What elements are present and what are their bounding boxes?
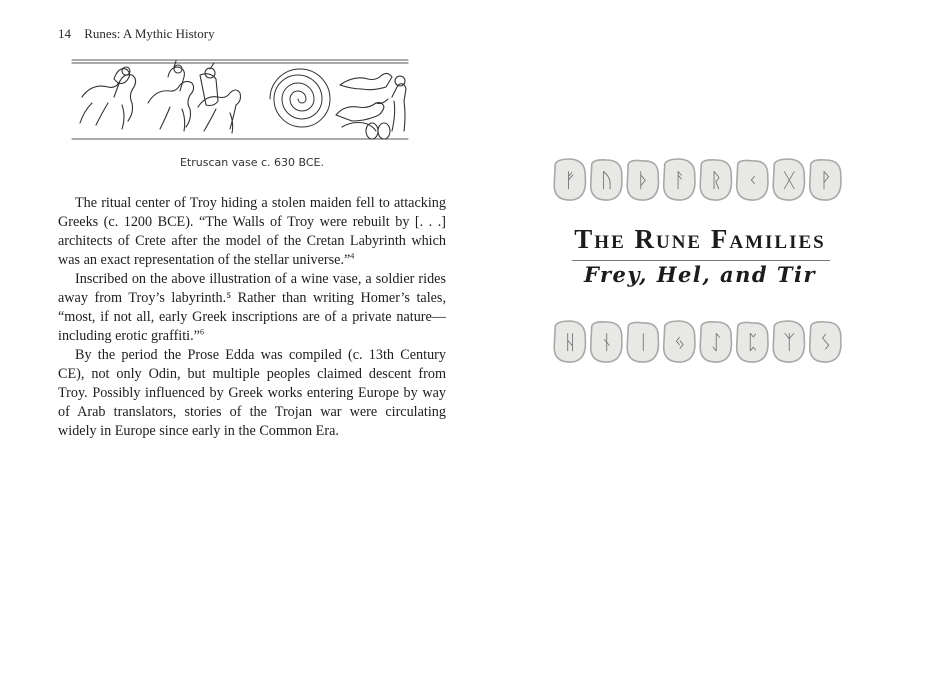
rune-stone bbox=[737, 160, 768, 200]
rune-glyph: ᚨ bbox=[673, 168, 686, 192]
body-text bbox=[58, 194, 446, 441]
rune-glyph: ᛉ bbox=[783, 330, 796, 354]
rune-stone bbox=[773, 159, 804, 200]
rune-stones-row-bottom bbox=[552, 318, 844, 366]
chapter-subtitle: Frey, Hel, and Tir bbox=[583, 262, 817, 287]
rune-glyph: ᛊ bbox=[819, 330, 832, 354]
rune-stone bbox=[700, 322, 731, 362]
rune-stone bbox=[664, 321, 695, 362]
rune-glyph: ᚺ bbox=[564, 330, 577, 354]
rune-glyph: ᚦ bbox=[637, 168, 650, 192]
rune-stone bbox=[627, 322, 658, 362]
rune-stone bbox=[664, 159, 695, 200]
footnote-ref: 4 bbox=[350, 251, 355, 261]
running-title: Runes: A Mythic History bbox=[84, 26, 215, 41]
page-number: 14 bbox=[58, 26, 71, 41]
rune-stone bbox=[554, 321, 585, 362]
paragraph: The ritual center of Troy hiding a stolen maiden fell to attacking Greeks (c. 1200 BCE). “The Walls of Troy were rebuilt by [. . .] architects of Crete after the model of the Cretan Labyrinth which was an exact representation of the stellar universe.”$^4$ bbox=[58, 195, 446, 268]
rune-glyph: ᚢ bbox=[600, 168, 613, 192]
rune-stone bbox=[627, 160, 658, 200]
etruscan-vase-illustration bbox=[70, 57, 410, 145]
rune-stones-row-top bbox=[552, 156, 844, 204]
running-header bbox=[58, 26, 215, 42]
rune-stone bbox=[700, 160, 731, 200]
rune-glyph: ᚹ bbox=[819, 168, 832, 192]
rune-stone bbox=[810, 322, 841, 362]
rune-glyph: ᛇ bbox=[710, 330, 723, 354]
rune-stone bbox=[591, 322, 622, 362]
rune-glyph: ᚠ bbox=[564, 168, 577, 192]
rune-stone bbox=[810, 160, 841, 200]
rune-stone bbox=[737, 322, 768, 362]
rune-glyph: ᚷ bbox=[783, 168, 796, 192]
rune-glyph: ᛃ bbox=[673, 330, 686, 354]
chapter-title: The Rune Families bbox=[574, 224, 826, 254]
rune-glyph: ᛁ bbox=[637, 330, 650, 354]
paragraph: By the period the Prose Edda was compiled (c. 13th Century CE), not only Odin, but multiple peoples claimed descent from Troy. Possibly influenced by Greek works entering Europe by way of Arab translators, stories of the Trojan war were circulating widely in Europe since early in the Common Era. bbox=[58, 347, 446, 439]
rune-stone bbox=[773, 321, 804, 362]
rune-stone bbox=[591, 160, 622, 200]
rune-glyph: ᚲ bbox=[746, 168, 759, 192]
figure-caption: Etruscan vase c. 630 BCE. bbox=[179, 156, 324, 169]
paragraph: Inscribed on the above illustration of a wine vase, a soldier rides away from Troy’s labyrinth.⁵ Rather than writing Homer’s tales, “most, if not all, early Greek inscriptions are of a private nature—including erotic graffiti.”$^6$ bbox=[58, 271, 446, 344]
rune-glyph: ᛈ bbox=[746, 330, 759, 354]
title-divider bbox=[572, 260, 830, 261]
rune-glyph: ᚱ bbox=[710, 168, 723, 192]
rune-stone bbox=[554, 159, 585, 200]
footnote-ref: 6 bbox=[199, 327, 204, 337]
rune-glyph: ᚾ bbox=[600, 330, 613, 354]
